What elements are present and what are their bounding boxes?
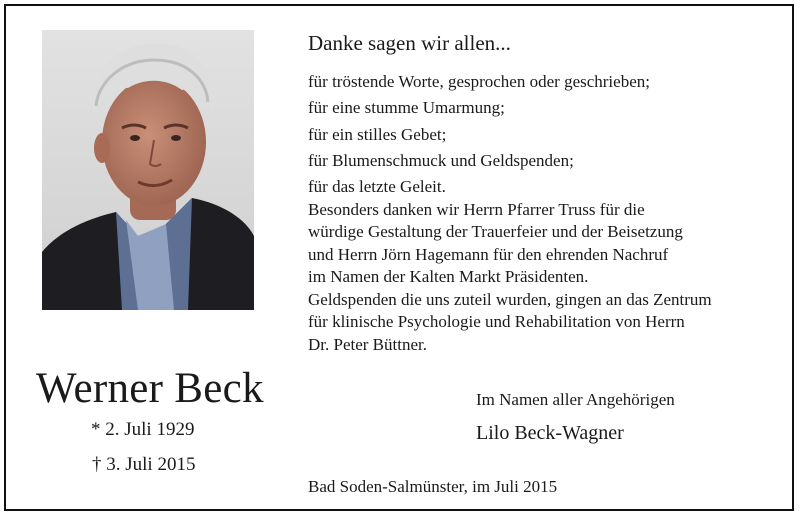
thanks-line: für Blumenschmuck und Geldspenden; bbox=[308, 150, 574, 170]
thanks-heading: Danke sagen wir allen... bbox=[308, 31, 511, 55]
thanks-line: für das letzte Geleit. bbox=[308, 177, 446, 197]
signoff-text: Im Namen aller Angehörigen bbox=[476, 390, 675, 409]
portrait-photo bbox=[42, 30, 254, 310]
paragraph-line: für klinische Psychologie und Rehabilitation von Herrn bbox=[308, 312, 685, 332]
thanks-line: für eine stumme Umarmung; bbox=[308, 98, 505, 118]
thanks-line: für tröstende Worte, gesprochen oder geschrieben; bbox=[308, 72, 650, 91]
paragraph-line: im Namen der Kalten Markt Präsidenten. bbox=[308, 266, 589, 286]
paragraph-line: Geldspenden die uns zuteil wurden, gingen an das Zentrum bbox=[308, 290, 712, 309]
place-and-date: Bad Soden-Salmünster, im Juli 2015 bbox=[308, 477, 558, 496]
paragraph-line: Besonders danken wir Herrn Pfarrer Truss für die bbox=[308, 200, 645, 219]
donations-paragraph bbox=[308, 289, 712, 356]
birth-date: * 2. Juli 1929 bbox=[91, 419, 195, 440]
obituary-card bbox=[4, 4, 794, 511]
thanks-line: für ein stilles Gebet; bbox=[308, 124, 447, 144]
special-thanks-paragraph bbox=[308, 199, 683, 288]
deceased-name: Werner Beck bbox=[36, 365, 264, 412]
signer-name: Lilo Beck-Wagner bbox=[476, 422, 624, 444]
death-date: † 3. Juli 2015 bbox=[92, 454, 196, 475]
paragraph-line: würdige Gestaltung der Trauerfeier und der Beisetzung bbox=[308, 222, 683, 242]
paragraph-line: Dr. Peter Büttner. bbox=[308, 334, 427, 354]
paragraph-line: und Herrn Jörn Hagemann für den ehrenden Nachruf bbox=[308, 244, 669, 264]
thanks-list bbox=[308, 69, 650, 200]
